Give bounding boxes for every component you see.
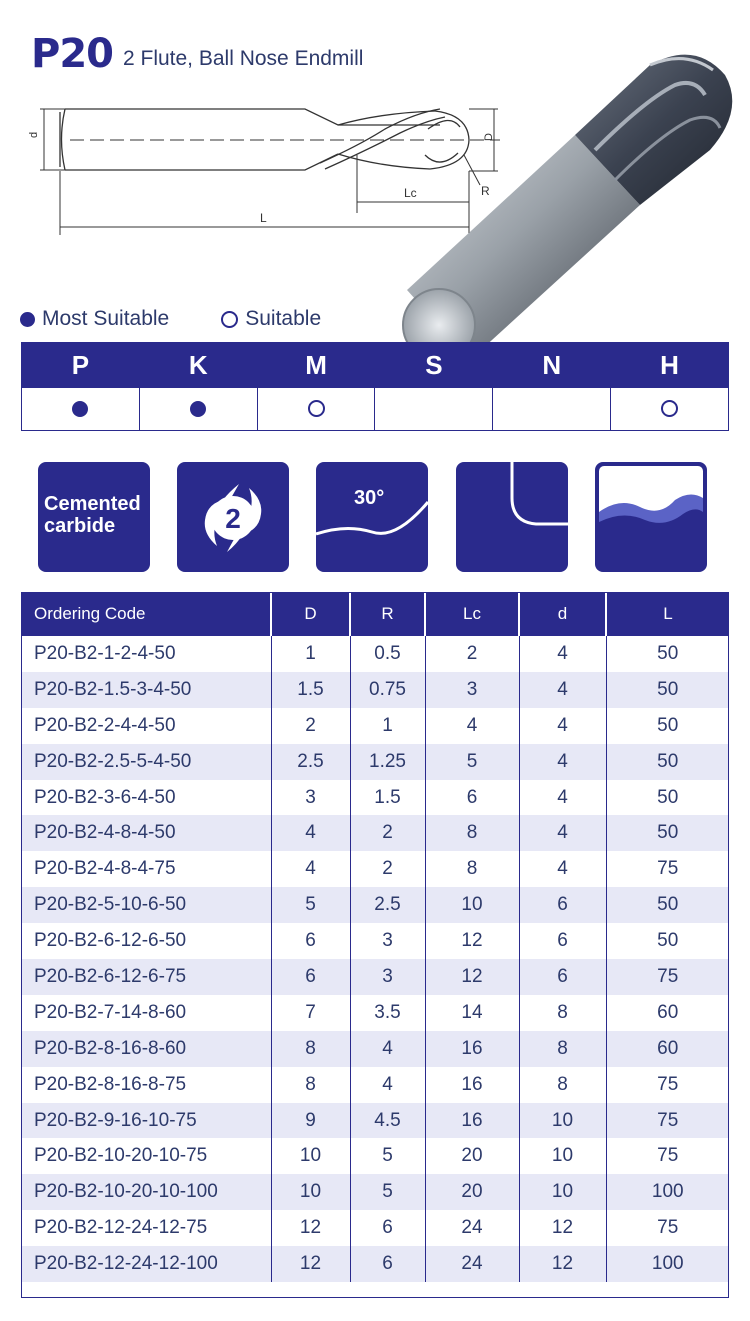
spec-value-cell: 20	[425, 1138, 519, 1174]
spec-value-cell: 0.5	[350, 636, 425, 672]
spec-value-cell: 12	[425, 959, 519, 995]
hollow-dot-icon	[661, 400, 678, 417]
material-header-n: N	[493, 343, 611, 388]
spec-value-cell: 3	[350, 923, 425, 959]
spec-value-cell: 9	[271, 1103, 350, 1139]
material-rating-row	[22, 388, 729, 431]
spec-value-cell: 12	[271, 1210, 350, 1246]
table-row	[21, 923, 729, 959]
spec-value-cell: 2	[350, 851, 425, 887]
spec-value-cell: 2	[425, 636, 519, 672]
dim-d-label: d	[28, 131, 40, 138]
dim-R-label: R	[481, 184, 490, 198]
ordering-code-cell: P20-B2-4-8-4-75	[21, 851, 271, 887]
suitability-legend	[20, 306, 321, 332]
material-header-k: K	[139, 343, 257, 388]
spec-value-cell: 100	[606, 1174, 729, 1210]
product-code: P20	[31, 31, 113, 77]
carbide-material-icon	[38, 462, 150, 572]
spec-value-cell: 8	[425, 815, 519, 851]
spec-value-cell: 50	[606, 815, 729, 851]
legend-suitable-label: Suitable	[245, 307, 322, 330]
spec-value-cell: 75	[606, 1067, 729, 1103]
table-row	[21, 708, 729, 744]
ball-nose-profile-icon	[456, 462, 568, 572]
spec-value-cell: 1.5	[271, 672, 350, 708]
ordering-code-cell: P20-B2-2-4-4-50	[21, 708, 271, 744]
spec-value-cell: 6	[519, 887, 606, 923]
material-header-m: M	[257, 343, 375, 388]
spec-value-cell: 12	[519, 1246, 606, 1282]
legend-most-suitable-label: Most Suitable	[42, 307, 170, 330]
ordering-code-cell: P20-B2-8-16-8-60	[21, 1031, 271, 1067]
rating-p	[22, 388, 140, 431]
material-header-row	[22, 343, 729, 388]
spec-value-cell: 6	[271, 959, 350, 995]
spec-value-cell: 3.5	[350, 995, 425, 1031]
header-D: D	[271, 592, 350, 636]
table-row	[21, 780, 729, 816]
spec-value-cell: 50	[606, 672, 729, 708]
spec-value-cell: 6	[271, 923, 350, 959]
spec-value-cell: 8	[519, 995, 606, 1031]
spec-value-cell: 4	[519, 780, 606, 816]
spec-header-row	[21, 592, 729, 636]
header-Lc: Lc	[425, 592, 519, 636]
spec-value-cell: 10	[425, 887, 519, 923]
spec-value-cell: 20	[425, 1174, 519, 1210]
spec-value-cell: 6	[350, 1246, 425, 1282]
table-row	[21, 1210, 729, 1246]
spec-value-cell: 50	[606, 887, 729, 923]
spec-value-cell: 7	[271, 995, 350, 1031]
rating-k	[139, 388, 257, 431]
spec-value-cell: 2.5	[271, 744, 350, 780]
spec-value-cell: 1	[350, 708, 425, 744]
material-line2: carbide	[44, 515, 116, 537]
spec-value-cell: 4	[350, 1031, 425, 1067]
table-row	[21, 1138, 729, 1174]
table-row	[21, 995, 729, 1031]
header-ordering-code: Ordering Code	[21, 592, 271, 636]
spec-value-cell: 4	[519, 708, 606, 744]
filled-dot-icon	[190, 401, 206, 417]
filled-dot-icon	[20, 312, 35, 327]
feature-icons	[0, 462, 750, 572]
spec-value-cell: 100	[606, 1246, 729, 1282]
spec-value-cell: 1.5	[350, 780, 425, 816]
header-d: d	[519, 592, 606, 636]
spec-value-cell: 16	[425, 1103, 519, 1139]
spec-value-cell: 50	[606, 636, 729, 672]
spec-value-cell: 10	[519, 1103, 606, 1139]
spec-value-cell: 8	[519, 1031, 606, 1067]
spec-value-cell: 5	[425, 744, 519, 780]
coating-wave-icon	[595, 462, 707, 572]
hollow-dot-icon	[221, 311, 238, 328]
spec-value-cell: 4	[519, 744, 606, 780]
legend-suitable	[221, 307, 321, 331]
header-L: L	[606, 592, 729, 636]
helix-angle-icon	[316, 462, 428, 572]
spec-value-cell: 75	[606, 851, 729, 887]
spec-value-cell: 12	[271, 1246, 350, 1282]
table-row	[21, 1067, 729, 1103]
dim-L-label: L	[260, 211, 267, 225]
spec-value-cell: 14	[425, 995, 519, 1031]
spec-value-cell: 10	[271, 1174, 350, 1210]
spec-value-cell: 75	[606, 1138, 729, 1174]
ordering-code-cell: P20-B2-12-24-12-100	[21, 1246, 271, 1282]
material-header-h: H	[611, 343, 729, 388]
endmill-photo	[395, 40, 745, 360]
material-line1: Cemented	[44, 493, 141, 515]
table-row	[21, 744, 729, 780]
dim-D-label: D	[483, 133, 495, 141]
spec-value-cell: 75	[606, 1210, 729, 1246]
table-row	[21, 887, 729, 923]
spec-value-cell: 5	[271, 887, 350, 923]
spec-value-cell: 6	[425, 780, 519, 816]
spec-value-cell: 4	[350, 1067, 425, 1103]
spec-value-cell: 4	[271, 851, 350, 887]
ordering-spec-table	[21, 592, 729, 1282]
helix-angle: 30°	[354, 487, 385, 509]
spec-value-cell: 4	[425, 708, 519, 744]
spec-value-cell: 12	[425, 923, 519, 959]
table-row	[21, 1031, 729, 1067]
product-subtitle: 2 Flute, Ball Nose Endmill	[122, 47, 364, 70]
ordering-code-cell: P20-B2-10-20-10-100	[21, 1174, 271, 1210]
table-row	[21, 959, 729, 995]
spec-value-cell: 8	[519, 1067, 606, 1103]
material-suitability-table	[21, 342, 729, 431]
spec-value-cell: 12	[519, 1210, 606, 1246]
spec-value-cell: 4	[271, 815, 350, 851]
spec-value-cell: 0.75	[350, 672, 425, 708]
spec-value-cell: 16	[425, 1067, 519, 1103]
spec-value-cell: 50	[606, 708, 729, 744]
table-row	[21, 1103, 729, 1139]
spec-value-cell: 8	[271, 1031, 350, 1067]
spec-value-cell: 10	[519, 1138, 606, 1174]
ordering-code-cell: P20-B2-1.5-3-4-50	[21, 672, 271, 708]
spec-value-cell: 4.5	[350, 1103, 425, 1139]
ordering-code-cell: P20-B2-2.5-5-4-50	[21, 744, 271, 780]
dim-Lc-label: Lc	[404, 186, 417, 200]
legend-most-suitable	[20, 307, 169, 331]
spec-value-cell: 4	[519, 851, 606, 887]
material-header-p: P	[22, 343, 140, 388]
spec-value-cell: 1.25	[350, 744, 425, 780]
two-flute-icon	[177, 462, 289, 572]
spec-value-cell: 16	[425, 1031, 519, 1067]
table-row	[21, 636, 729, 672]
spec-value-cell: 24	[425, 1246, 519, 1282]
spec-value-cell: 10	[271, 1138, 350, 1174]
table-row	[21, 815, 729, 851]
spec-value-cell: 10	[519, 1174, 606, 1210]
spec-value-cell: 3	[271, 780, 350, 816]
ordering-code-cell: P20-B2-6-12-6-50	[21, 923, 271, 959]
ordering-code-cell: P20-B2-1-2-4-50	[21, 636, 271, 672]
spec-value-cell: 6	[350, 1210, 425, 1246]
spec-value-cell: 75	[606, 959, 729, 995]
table-row	[21, 1246, 729, 1282]
spec-value-cell: 6	[519, 923, 606, 959]
spec-value-cell: 4	[519, 672, 606, 708]
ordering-code-cell: P20-B2-10-20-10-75	[21, 1138, 271, 1174]
spec-value-cell: 8	[425, 851, 519, 887]
table-row	[21, 672, 729, 708]
spec-table-body	[21, 636, 729, 1282]
spec-value-cell: 5	[350, 1138, 425, 1174]
rating-n	[493, 388, 611, 431]
spec-value-cell: 4	[519, 636, 606, 672]
table-row	[21, 851, 729, 887]
rating-h	[611, 388, 729, 431]
spec-value-cell: 2.5	[350, 887, 425, 923]
spec-value-cell: 50	[606, 744, 729, 780]
ordering-code-cell: P20-B2-7-14-8-60	[21, 995, 271, 1031]
spec-value-cell: 3	[425, 672, 519, 708]
ordering-code-cell: P20-B2-8-16-8-75	[21, 1067, 271, 1103]
spec-value-cell: 2	[271, 708, 350, 744]
rating-s	[375, 388, 493, 431]
ordering-code-cell: P20-B2-5-10-6-50	[21, 887, 271, 923]
material-header-s: S	[375, 343, 493, 388]
spec-value-cell: 1	[271, 636, 350, 672]
table-row	[21, 1174, 729, 1210]
spec-value-cell: 4	[519, 815, 606, 851]
flute-count: 2	[225, 503, 241, 534]
spec-value-cell: 8	[271, 1067, 350, 1103]
ordering-code-cell: P20-B2-9-16-10-75	[21, 1103, 271, 1139]
ordering-code-cell: P20-B2-3-6-4-50	[21, 780, 271, 816]
spec-value-cell: 60	[606, 1031, 729, 1067]
page-title	[31, 26, 364, 77]
spec-value-cell: 50	[606, 923, 729, 959]
spec-value-cell: 24	[425, 1210, 519, 1246]
spec-value-cell: 50	[606, 780, 729, 816]
ordering-code-cell: P20-B2-12-24-12-75	[21, 1210, 271, 1246]
spec-value-cell: 60	[606, 995, 729, 1031]
ordering-code-cell: P20-B2-6-12-6-75	[21, 959, 271, 995]
spec-value-cell: 3	[350, 959, 425, 995]
rating-m	[257, 388, 375, 431]
spec-value-cell: 5	[350, 1174, 425, 1210]
filled-dot-icon	[72, 401, 88, 417]
hollow-dot-icon	[308, 400, 325, 417]
ordering-code-cell: P20-B2-4-8-4-50	[21, 815, 271, 851]
spec-value-cell: 6	[519, 959, 606, 995]
spec-value-cell: 2	[350, 815, 425, 851]
spec-value-cell: 75	[606, 1103, 729, 1139]
header-R: R	[350, 592, 425, 636]
